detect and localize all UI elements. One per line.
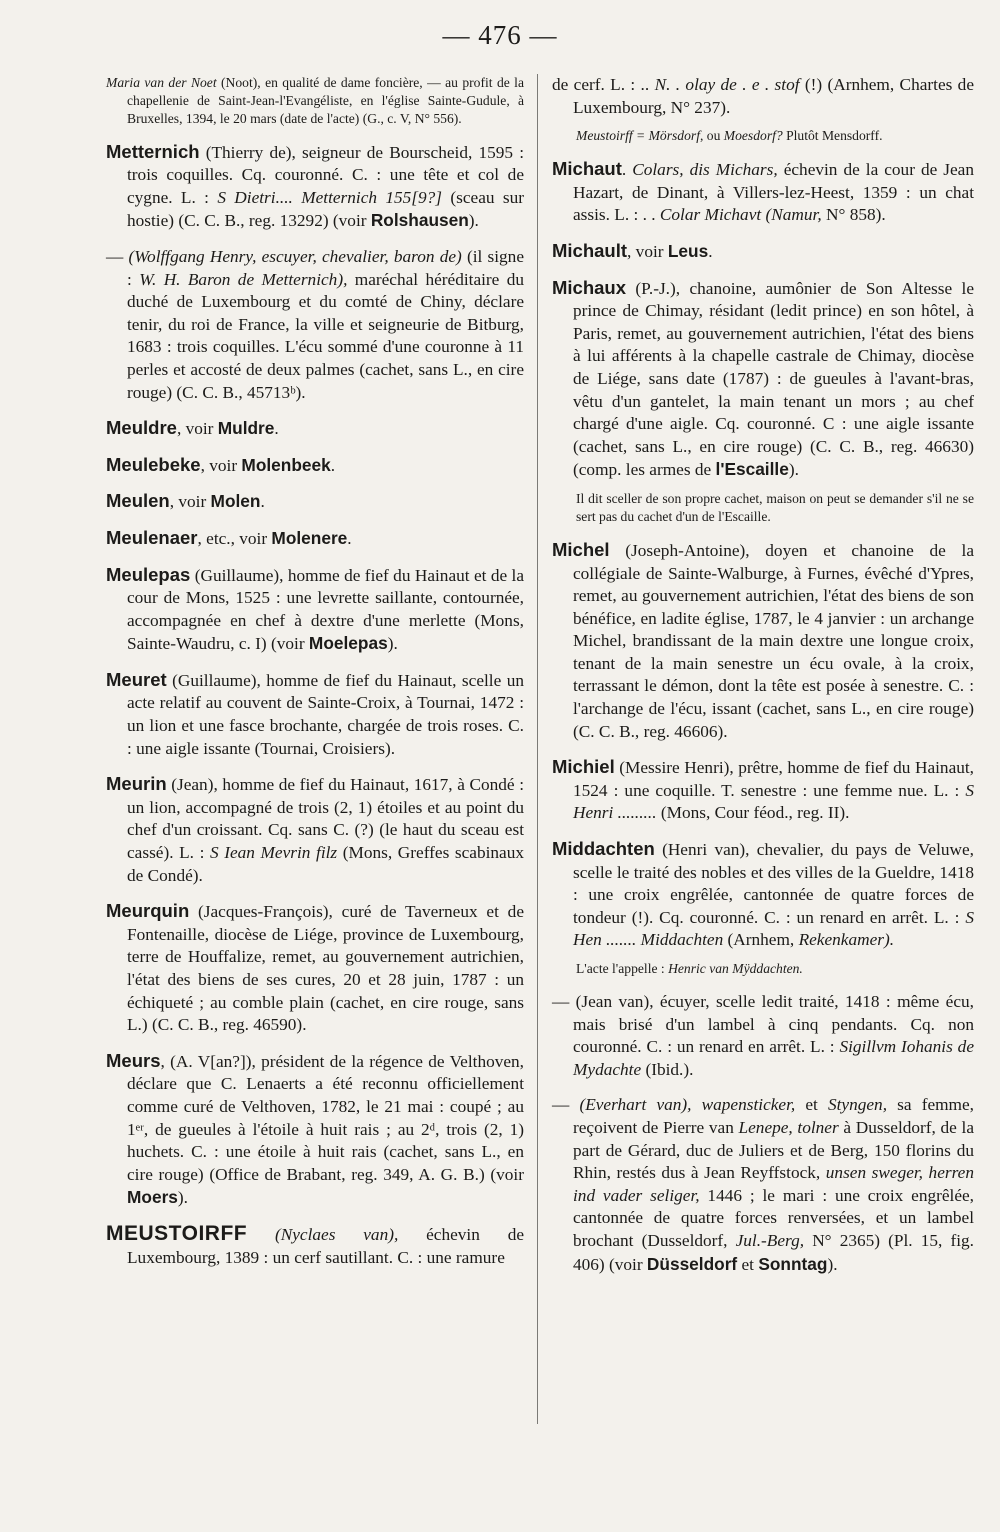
text-span: , voir [176, 419, 218, 439]
dictionary-entry [106, 1223, 524, 1269]
text-span [247, 1225, 275, 1244]
italic-text: Rekenkamer). [798, 930, 895, 950]
entry-headword: Meurs [106, 1049, 161, 1071]
italic-text: S Dietri.... Metternich 155[9?] [217, 187, 443, 207]
dictionary-entry [552, 240, 974, 264]
italic-text: (Nyclaes van), [274, 1224, 399, 1244]
text-span: , voir [169, 492, 211, 512]
entry-note [576, 960, 974, 978]
text-span: (Noot), en qualité de dame foncière, — au profit de la chapellenie de Saint-Jean-l'Evangéliste, en l'église Sainte-Gudule, à Bruxelles, 1394, le 20 mars (date de l'acte) (G., c. V, N° 556). [127, 75, 524, 127]
page-number: — 476 — [442, 20, 558, 50]
text-span: échevin de la cour de Jean Hazart, de Dinant, à Villers-lez-Heest, 1359 : un chat assis. L. : . . [573, 160, 974, 225]
entry-headword: Meulen [106, 490, 170, 512]
cross-reference: Düsseldorf [646, 1253, 738, 1274]
cross-reference: Moers [127, 1187, 178, 1208]
text-span: . [621, 160, 633, 180]
text-span: N° 858). [821, 205, 886, 225]
text-span: ). [468, 211, 479, 231]
italic-text: (Wolffgang Henry, escuyer, chevalier, baron de) [128, 246, 462, 266]
text-span: et [737, 1254, 759, 1274]
text-span: ). [387, 634, 398, 654]
italic-text: S Iean Mevrin filz [210, 843, 338, 863]
dictionary-entry [552, 838, 974, 952]
text-span: — [106, 246, 129, 266]
entry-headword: Michaut [552, 158, 622, 180]
right-column [552, 74, 974, 1289]
text-span: . [260, 492, 265, 512]
text-span: 1446 ; le mari : une croix engrêlée, cantonnée de quatre forces renversées, et un lambel brochant (Dusseldorf, [573, 1185, 974, 1250]
text-span: (!) (Arnhem, Chartes de Luxembourg, N° 237). [573, 75, 974, 117]
text-span: (Thierry de), seigneur de Bourscheid, 1595 : trois coquilles. Cq. couronné. C. : une tête et col de cygne. L. : [127, 142, 524, 207]
cross-reference: Molen [210, 491, 261, 512]
text-span: Plutôt Mensdorff. [782, 128, 883, 144]
text-span: sa femme, reçoivent de Pierre van [573, 1095, 974, 1137]
text-span: ). [788, 460, 799, 480]
text-span: (Guillaume), homme de fief du Hainaut, scelle un acte relatif au couvent de Sainte-Croix, à Tournai, 1472 : un lion et une fasce brochante, chargée de trois roses. C. : une aigle issante (Tournai, Croisiers). [127, 670, 524, 758]
entry-headword: Meulepas [106, 563, 191, 585]
entry-continuation [552, 74, 974, 119]
dictionary-entry [106, 564, 524, 656]
entry-headword: Meuldre [106, 417, 177, 439]
cross-reference: Moelepas [308, 633, 388, 654]
text-span: à Dusseldorf, de la part de Gérard, duc de Juliers et de Berg, 150 florins du Rhin, restés dus à Jean Reyffstock, [573, 1117, 975, 1183]
text-span: (P.-J.), chanoine, aumônier de Son Altesse le prince de Chimay, résidant (ledit prince) en son hôtel, à Paris, remet, au gouvernement autrichien, l'état des biens à lui afférents à la chapelle castrale de Chimay, diocèse de Liége, sans date (1787) : de gueules à l'avant-bras, vêtu d'un gantelet, la main tenant un mors ; au chef chargé d'une aigle. Cq. couronné. C : une aigle issante (cachet, sans L., en cire rouge) (C. C. B., reg. 46630) (comp. les armes de [573, 278, 974, 480]
dictionary-entry [106, 246, 524, 404]
text-span: (sceau sur hostie) (C. C. B., reg. 13292) (voir [127, 187, 524, 231]
cross-reference: Rolshausen [370, 210, 469, 231]
entry-note [576, 490, 974, 526]
italic-text: Sigillvm Iohanis de Mydachte [573, 1037, 974, 1079]
cross-reference: Muldre [217, 418, 275, 439]
entry-headword: Michaux [552, 276, 627, 298]
dictionary-entry [552, 158, 974, 227]
italic-text: S Hen ....... Middachten [573, 907, 974, 950]
italic-text: Colars, dis Michars, [632, 160, 778, 180]
text-span: (il signe : [127, 246, 524, 289]
italic-text: Maria van der Noet [106, 75, 217, 90]
entry-headword: Meurin [106, 773, 167, 795]
text-span: et [795, 1095, 828, 1115]
text-span: de cerf. L. : .. [552, 75, 655, 94]
italic-text: W. H. Baron de Metternich), [139, 269, 348, 289]
text-span: ). [177, 1188, 188, 1208]
dictionary-entry [106, 900, 524, 1037]
text-span: . [708, 241, 713, 261]
text-span: , voir [200, 455, 242, 475]
text-span: (Messire Henri), prêtre, homme de fief du Hainaut, 1524 : une coquille. T. senestre : une femme nue. L. : [573, 758, 974, 800]
column-divider [537, 74, 538, 1424]
dictionary-entry [106, 454, 524, 478]
cross-reference: Leus [667, 240, 709, 261]
entry-headword: Meurquin [106, 900, 190, 922]
dictionary-entry [106, 417, 524, 441]
entry-headword: Meuret [106, 668, 167, 690]
text-span: Il dit sceller de son propre cachet, maison on peut se demander s'il ne se sert pas du cachet d'un de l'Escaille. [576, 490, 974, 524]
text-span: (Guillaume), homme de fief du Hainaut et de la cour de Mons, 1525 : une levrette saillante, contournée, accompagnée en chef à dextre d'une merlette (Mons, Sainte-Waudru, c. I) (voir [127, 565, 524, 654]
italic-text: N. . olay de . e . stof [654, 75, 800, 94]
dictionary-entry [552, 1094, 974, 1276]
text-span: (Jean), homme de fief du Hainaut, 1617, à Condé : un lion, accompagné de trois (2, 1) étoiles et au point du chef d'un croissant. Cq. sans C. (?) (le haut du sceau est cassé). L. : [127, 775, 524, 863]
entry-headword: Michel [552, 538, 610, 560]
italic-text: unsen sweger, herren ind vader seliger, [573, 1163, 974, 1205]
text-span: (Ibid.). [641, 1059, 694, 1079]
dictionary-entry [552, 539, 974, 743]
text-span: , etc., voir [197, 528, 272, 548]
italic-text: (Everhart van), wapensticker, [579, 1095, 796, 1115]
text-span: (Mons, Cour féod., reg. II). [656, 803, 850, 823]
dictionary-entry [552, 991, 974, 1081]
text-span: . [330, 455, 336, 475]
entry-headword: Meulebeke [106, 453, 201, 475]
text-span: L'acte l'appelle : [576, 961, 669, 976]
cross-reference: Molenere [271, 527, 348, 548]
italic-text: Moesdorf? [723, 128, 783, 144]
text-span: , ou [699, 128, 724, 144]
entry-headword: MEUSTOIRFF [106, 1221, 248, 1245]
entry-headword: Metternich [106, 140, 200, 162]
dictionary-entry [106, 490, 524, 514]
text-span: (Mons, Greffes scabinaux de Condé). [127, 843, 524, 885]
entry-headword: Michiel [552, 756, 615, 778]
dictionary-entry [552, 756, 974, 825]
text-span: , voir [627, 241, 668, 261]
italic-text: Lenepe, tolner [738, 1117, 839, 1137]
left-column [106, 74, 524, 1282]
cross-reference: Molenbeek [241, 454, 331, 475]
entry-headword: Meulenaer [106, 526, 198, 548]
text-span: (Henri van), chevalier, du pays de Veluwe, scelle le traité des nobles et des villes de la Gueldre, 1418 : une croix engrêlée, cantonnée de quatre forces de tondeur (!). Cq. couronné. C. : un renard en arrêt. L. : [573, 840, 974, 927]
entry-note [576, 127, 974, 145]
dictionary-entry [552, 277, 974, 482]
text-span: . [347, 528, 352, 548]
text-span: — (Jean van), écuyer, scelle ledit traité, 1418 : même écu, mais brisé d'un lambel à cinq pendants. Cq. non couronné. C. : un renard en arrêt. L. : [552, 992, 974, 1057]
text-span: — [552, 1095, 580, 1115]
italic-text: Meustoirff = Mörsdorf [576, 128, 700, 144]
text-span: N° 2365) (Pl. 15, fig. 406) (voir [573, 1230, 974, 1274]
italic-text: Henric van Mÿddachten. [668, 961, 803, 976]
text-span: (Arnhem, [723, 930, 799, 950]
dictionary-entry [106, 773, 524, 887]
text-span: , (A. V[an?]), président de la régence de Velthoven, déclare que C. Lenaerts a été reconnu officiellement comme curé de Velthoven, 1782, le 21 mai : coupé ; au 1ᵉʳ, de gueules à l'étoile à huit rais ; au 2ᵈ, trois (2, 1) huchets. C. : une étoile à huit rais (cachet, sans L., en cire rouge) (Office de Brabant, reg. 349, A. G. B.) (voir [127, 1051, 524, 1184]
dictionary-entry [106, 1050, 524, 1210]
italic-text: Colar Michavt (Namur, [659, 205, 822, 225]
dictionary-entry [106, 141, 524, 233]
text-span: (Joseph-Antoine), doyen et chanoine de la collégiale de Sainte-Walburge, à Furnes, évêché d'Ypres, remet, au gouvernement autrichien, l'état des biens de son bénéfice, en ladite église, 1787, le 4 janvier : un archange Michel, brandissant de la main dextre une longue croix, tenant de la main senestre un écu ovale, à la croix, terrassant le démon, dont la tête est posée à senestre. C. : l'archange de l'écu, issant (cachet, sans L., en cire rouge) (C. C. B., reg. 46606). [573, 540, 974, 741]
entry-continuation-small [106, 74, 524, 129]
text-span: ). [827, 1254, 838, 1274]
dictionary-entry [106, 527, 524, 551]
dictionary-entry [106, 669, 524, 760]
text-span: . [274, 419, 279, 439]
text-span: (Jacques-François), curé de Taverneux et de Fontenaille, diocèse de Liége, province de Luxembourg, terre de Houffalize, remet, au gouvernement autrichien, l'état des biens de ses cures, 20 et 28 juin, 1787 : un échiqueté ; au comble plain (cachet, en cire rouge, sans L.) (C. C. B., reg. 46590). [127, 902, 524, 1035]
text-span: maréchal héréditaire du duché de Luxembourg et du comté de Chiny, déclare tenir, du roi de France, la ville et seigneurie de Bitburg, 1683 : trois coquilles. L'écu sommé d'une couronne à 11 perles et accosté de deux palmes (cachet, sans L., en cire rouge) (C. C. B., 45713ᵇ). [127, 269, 524, 402]
cross-reference: Sonntag [758, 1253, 828, 1274]
entry-headword: Middachten [552, 838, 655, 860]
italic-text: S Henri ......... [573, 780, 974, 823]
cross-reference: l'Escaille [715, 459, 789, 480]
italic-text: Styngen, [827, 1095, 888, 1115]
text-span: échevin de Luxembourg, 1389 : un cerf sautillant. C. : une ramure [127, 1224, 525, 1267]
entry-headword: Michault [552, 239, 628, 261]
italic-text: Jul.-Berg, [735, 1230, 805, 1250]
